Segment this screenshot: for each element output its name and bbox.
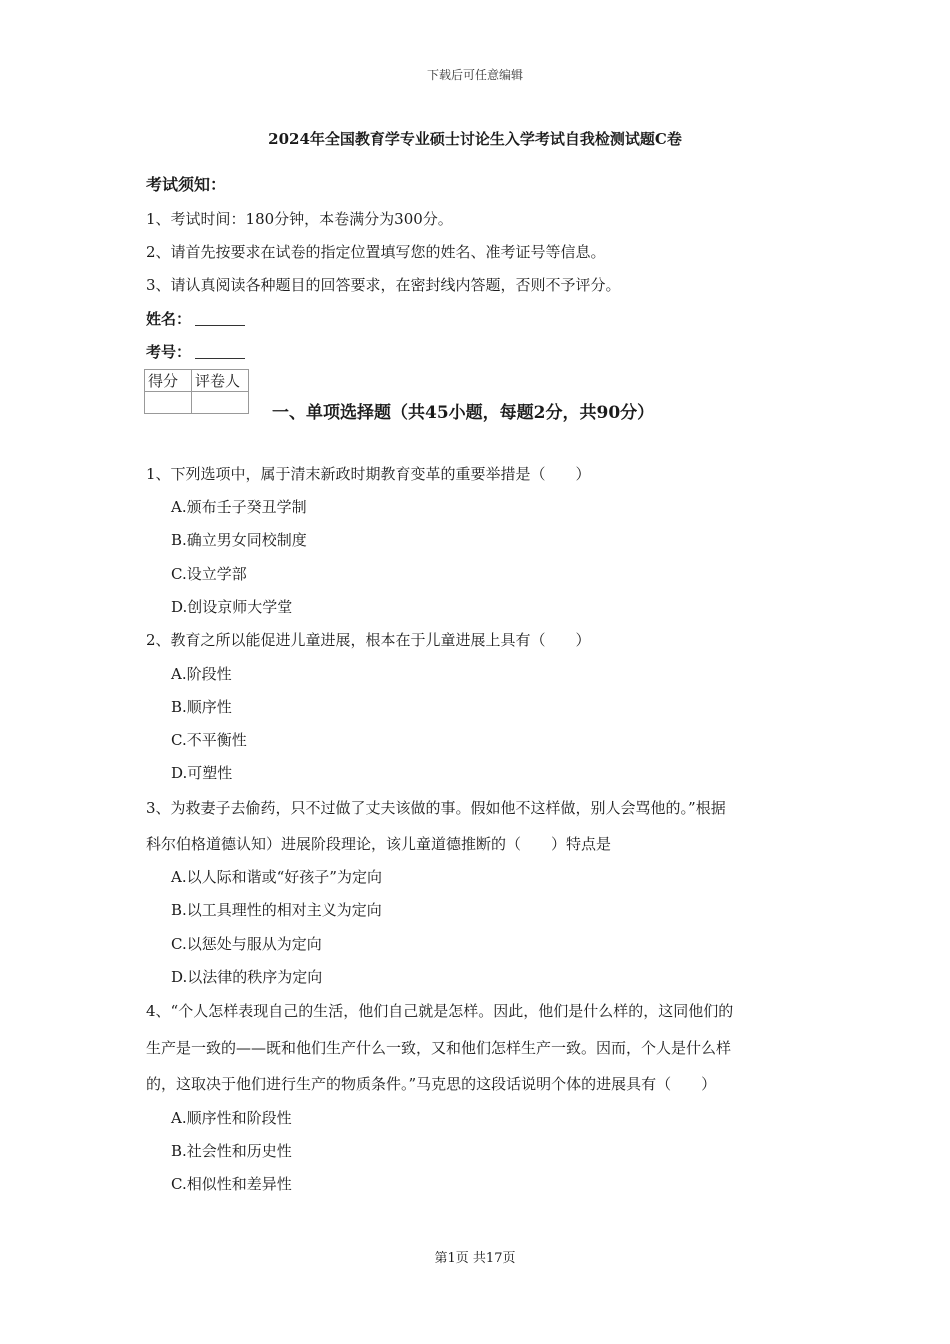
question-4-option-c: C.相似性和差异性	[171, 1175, 292, 1193]
question-2-option-a: A.阶段性	[171, 665, 232, 683]
question-1-option-b: B.确立男女同校制度	[171, 531, 307, 549]
question-3-option-d: D.以法律的秩序为定向	[171, 968, 323, 986]
name-field	[146, 308, 245, 329]
notice-item-2: 2、请首先按要求在试卷的指定位置填写您的姓名、准考证号等信息。	[146, 243, 606, 261]
question-1-option-c: C.设立学部	[171, 565, 247, 583]
id-blank[interactable]	[195, 344, 245, 359]
question-3-option-b: B.以工具理性的相对主义为定向	[171, 901, 382, 919]
score-table	[144, 369, 249, 414]
document-title: 2024年全国教育学专业硕士讨论生入学考试自我检测试题C卷	[268, 130, 682, 148]
grader-header: 评卷人	[192, 370, 249, 392]
question-1-option-d: D.创设京师大学堂	[171, 598, 293, 616]
question-2-option-c: C.不平衡性	[171, 731, 247, 749]
notice-item-3: 3、请认真阅读各种题目的回答要求，在密封线内答题，否则不予评分。	[146, 276, 621, 294]
question-3-option-c: C.以惩处与服从为定向	[171, 935, 322, 953]
question-4-text-line-3: 的，这取决于他们进行生产的物质条件。”马克思的这段话说明个体的进展具有（ ）	[146, 1075, 717, 1093]
page-footer: 第1页 共17页	[434, 1251, 516, 1266]
question-2-text: 2、教育之所以能促进儿童进展，根本在于儿童进展上具有（ ）	[146, 631, 591, 649]
id-field	[146, 341, 245, 362]
score-header: 得分	[145, 370, 192, 392]
question-4-option-a: A.顺序性和阶段性	[171, 1109, 292, 1127]
id-label: 考号：	[146, 343, 192, 361]
score-cell[interactable]	[145, 392, 192, 414]
question-2-option-d: D.可塑性	[171, 764, 233, 782]
question-4-option-b: B.社会性和历史性	[171, 1142, 292, 1160]
question-3-text-line-1: 3、为救妻子去偷药，只不过做了丈夫该做的事。假如他不这样做，别人会骂他的。”根据	[146, 799, 726, 817]
header-note: 下载后可任意编辑	[426, 68, 523, 82]
notice-item-1: 1、考试时间：180分钟，本卷满分为300分。	[146, 210, 453, 228]
question-3-option-a: A.以人际和谐或“好孩子”为定向	[171, 868, 382, 886]
question-4-text-line-2: 生产是一致的——既和他们生产什么一致，又和他们怎样生产一致。因而，个人是什么样	[146, 1039, 732, 1057]
question-1-text: 1、下列选项中，属于清末新政时期教育变革的重要举措是（ ）	[146, 465, 591, 483]
name-blank[interactable]	[195, 311, 245, 326]
question-4-text-line-1: 4、“个人怎样表现自己的生活，他们自己就是怎样。因此，他们是什么样的，这同他们的	[146, 1002, 734, 1020]
question-2-option-b: B.顺序性	[171, 698, 232, 716]
name-label: 姓名：	[146, 310, 192, 328]
notice-heading: 考试须知：	[146, 175, 227, 194]
question-1-option-a: A.颁布壬子癸丑学制	[171, 498, 307, 516]
grader-cell[interactable]	[192, 392, 249, 414]
section-heading: 一、单项选择题（共45小题，每题2分，共90分）	[272, 403, 655, 423]
question-3-text-line-2: 科尔伯格道德认知）进展阶段理论，该儿童道德推断的（ ）特点是	[146, 835, 612, 853]
